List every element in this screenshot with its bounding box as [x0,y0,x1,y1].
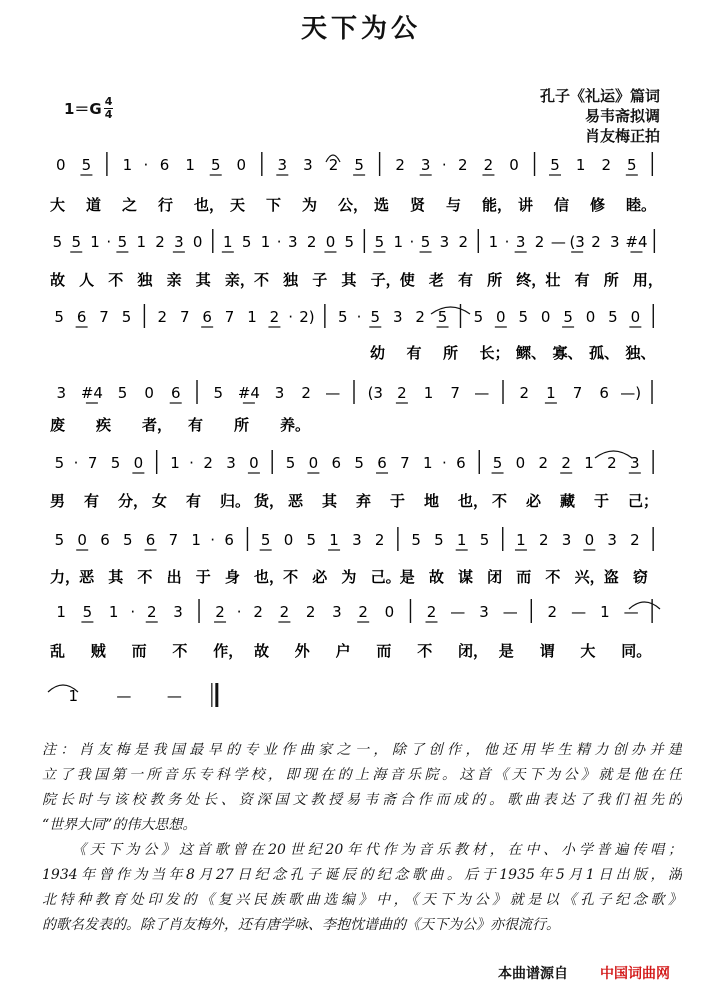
dash-extension: — [550,233,566,251]
dot-mark: · [73,454,79,472]
note-digit: 7 [99,308,109,326]
note-digit: 0 [77,531,87,549]
note-digit: 0 [56,156,66,174]
lyric-char: 故 [428,568,444,586]
note-digit: 6 [377,454,387,472]
dash-extension: — [474,384,490,402]
lyric-char: 而 [376,642,392,660]
lyric-char: 独 [137,271,153,289]
note-digit: 1 [223,233,233,251]
dash-extension: — [623,603,639,621]
credit-lyricist: 孔子《礼运》篇词 [539,87,660,105]
note-digit: 7 [168,531,179,549]
credit-editor: 肖友梅正拍 [584,127,660,145]
lyric-char: 为 [341,568,357,586]
note-digit: 5 [260,531,271,549]
lyric-char: 分， [118,492,149,510]
lyric-char: 谋 [458,568,474,586]
lyric-char: 同。 [621,642,652,660]
note-digit: —) [620,384,642,402]
lyric-char: 鳏、 [516,344,547,362]
note-digit: 2 [253,603,263,621]
note-digit: 3 [173,603,183,621]
note-digit: 1 [423,384,434,402]
note-line: 院长时与该校教务处长、资深国文教授易韦斋合作而成的。歌曲表达了我们祖先的 [42,792,682,808]
lyric-char: 闭， [458,642,489,660]
note-digit: 5 [54,531,65,549]
lyric-char: 外 [294,642,310,660]
note-digit: #4 [80,384,103,402]
lyric-char: 乱 [50,642,66,660]
lyric-char: 弃 [356,492,372,510]
lyric-char: 道 [86,196,102,214]
note-digit: 3 [392,308,403,326]
note-digit: 2 [538,531,549,549]
lyric-char: 所 [234,416,250,434]
lyric-char: 也， [254,568,285,586]
dot-mark: · [143,156,149,174]
lyric-char: 户 [335,642,351,660]
note-digit: 5 [437,308,448,326]
lyric-char: 大 [50,196,66,214]
note-digit: 5 [54,308,64,326]
note-digit: 1 [136,233,146,251]
note-line: 北特种教育处印发的《复兴民族歌曲选编》中，《天下为公》就是以《孔子纪念歌》 [42,892,682,908]
note-digit: 1 [329,531,339,549]
note-digit: 7 [450,384,460,402]
note-digit: 5 [473,308,484,326]
note-digit: 7 [87,454,98,472]
note-line: 1934年曾作为当年8月27日纪念孔子诞辰的纪念歌曲。后于1935年5月1日出版，湖 [42,867,682,883]
note-digit: 2 [601,156,611,174]
note-digit: 2 [591,233,601,251]
lyric-char: 不 [545,568,561,586]
note-digit: 2 [426,603,437,621]
credit-arranger: 易韦斋拟调 [584,107,660,125]
note-digit: 3 [174,233,184,251]
lyric-char: 兴， [574,568,605,586]
lyric-char: 疾 [96,416,112,434]
lyric-char: 能， [482,196,513,214]
time-unit: 4 [104,108,113,121]
dot-mark: · [288,308,294,326]
note-digit: 2) [299,308,315,326]
dot-mark: · [441,454,447,472]
note-digit: 5 [121,308,132,326]
note-digit: 6 [100,531,110,549]
lyric-char: 壮 [545,271,561,289]
note-digit: 5 [306,531,317,549]
note-digit: 1 [185,156,195,174]
lyric-char: 所 [487,271,503,289]
note-line: 立了我国第一所音乐专科学校，即现在的上海音乐院。这首《天下为公》就是他在任 [42,767,682,783]
note-digit: 6 [331,454,342,472]
note-digit: 0 [144,384,154,402]
note-digit: 3 [630,454,640,472]
lyric-char: 作， [213,642,244,660]
note-digit: 5 [411,531,421,549]
note-digit: 1 [108,603,119,621]
lyric-char: 其 [341,271,357,289]
dash-extension: — [502,603,518,621]
lyric-char: 终， [516,271,547,289]
lyric-char: 地 [424,492,440,510]
note-digit: 0 [308,454,319,472]
note-digit: 5 [241,233,252,251]
note-digit: 0 [540,308,551,326]
lyric-char: 公， [338,196,369,214]
note-digit: 5 [285,454,296,472]
note-digit: 0 [283,531,294,549]
note-digit: 2 [607,454,617,472]
page-title: 天下为公 [300,14,421,44]
lyric-char: 其 [108,568,124,586]
note-digit: 5 [213,384,224,402]
note-digit: 6 [145,531,156,549]
note-digit: 5 [52,233,63,251]
note-digit: 0 [584,531,595,549]
lyric-char: 孤、 [589,344,620,362]
dot-mark: · [106,233,112,251]
note-digit: 0 [585,308,596,326]
note-digit: 2 [301,384,311,402]
lyric-char: 其 [195,271,211,289]
note-digit: 1 [600,603,610,621]
note-digit: 5 [82,603,93,621]
note-digit: 2 [395,156,405,174]
dash-extension: — [450,603,466,621]
note-digit: 1 [393,233,404,251]
note-digit: 7 [179,308,190,326]
note-digit: 5 [123,531,133,549]
lyric-char: 选 [374,196,390,214]
lyric-char: 下 [266,196,282,214]
note-digit: 6 [224,531,234,549]
lyric-char: 必 [312,568,328,586]
note-digit: 2 [157,308,168,326]
lyric-char: 寡、 [552,344,583,362]
note-digit: 3 [56,384,67,402]
lyric-char: 身 [224,568,240,586]
note-digit: 5 [71,233,82,251]
dot-mark: · [189,454,194,472]
lyric-char: 老 [428,271,444,289]
note-digit: 5 [54,454,65,472]
note-line: “世界大同”的伟大思想。 [42,817,197,833]
lyric-char: 不 [417,642,433,660]
note-digit: 3 [226,454,236,472]
lyric-char: 睦。 [626,196,657,214]
note-digit: 2 [458,233,468,251]
note-digit: 1 [423,454,433,472]
lyric-char: 大 [580,642,596,660]
note-digit: 1 [170,454,180,472]
note-digit: 3 [561,531,572,549]
note-digit: 5 [110,454,121,472]
lyric-char: 所 [603,271,619,289]
lyric-char: 不 [172,642,188,660]
note-digit: 3 [332,603,342,621]
note-digit: 2 [561,454,571,472]
lyric-char: 有 [406,344,422,362]
lyric-char: 于 [390,492,406,510]
note-digit: 2 [203,454,213,472]
note-digit: 6 [202,308,212,326]
note-digit: 5 [354,156,364,174]
lyric-char: 人 [79,271,95,289]
lyric-char: 故 [50,271,66,289]
note-digit: 3 [607,531,617,549]
note-digit: 0 [384,603,395,621]
note-digit: 2 [397,384,407,402]
dash-extension: — [116,687,132,705]
note-digit: 1 [456,531,467,549]
lyric-char: 女 [152,492,168,510]
note-digit: 2 [215,603,225,621]
note-digit: 3 [479,603,489,621]
note-digit: 1 [191,531,201,549]
lyric-char: 有 [84,492,100,510]
note-digit: 2 [305,603,316,621]
lyric-char: 讲 [518,196,534,214]
note-digit: 6 [76,308,87,326]
note-digit: 7 [224,308,235,326]
note-digit: 2 [279,603,290,621]
note-digit: 5 [374,233,385,251]
note-digit: 5 [354,454,364,472]
lyric-char: 盗 [603,568,619,586]
note-digit: 3 [420,156,431,174]
lyric-char: 有 [574,271,590,289]
note-digit: 2 [415,308,425,326]
note-digit: 0 [236,156,247,174]
lyric-char: 于 [195,568,211,586]
lyric-char: 子 [312,271,328,289]
lyric-char: 恶 [79,568,95,586]
lyric-char: 男 [50,492,66,510]
note-digit: 1 [488,233,499,251]
lyric-char: 用， [632,271,663,289]
dot-mark: · [276,233,282,251]
lyric-char: 独、 [625,344,656,362]
lyric-char: 也， [194,196,225,214]
note-digit: #4 [237,384,260,402]
dot-mark: · [356,308,362,326]
dot-mark: · [236,603,242,621]
lyric-char: 长； [479,344,510,362]
note-digit: 2 [538,454,549,472]
note-digit: 5 [627,156,637,174]
note-digit: 5 [563,308,573,326]
note-digit: 5 [338,308,348,326]
lyric-char: 者， [142,416,173,434]
time-beats: 4 [104,95,113,108]
note-digit: 2 [458,156,468,174]
lyric-char: 有 [188,416,204,434]
lyric-char: 与 [446,196,462,214]
lyric-char: 贤 [410,196,426,214]
note-digit: (3 [569,233,585,251]
lyric-char: 其 [322,492,338,510]
note-digit: 7 [572,384,583,402]
lyric-char: 归。 [220,492,251,510]
lyric-char: 有 [458,271,474,289]
note-digit: 1 [90,233,100,251]
note-digit: 3 [439,233,450,251]
note-digit: 2 [146,603,157,621]
note-digit: 1 [575,156,586,174]
note-digit: 0 [249,454,259,472]
lyric-char: 不 [492,492,508,510]
note-digit: 1 [247,308,257,326]
note-digit: 0 [325,233,336,251]
lyric-char: 亲 [166,271,182,289]
note-digit: 2 [358,603,368,621]
lyric-char: 不 [137,568,153,586]
lyric-char: 贼 [90,642,106,660]
note-digit: 2 [155,233,165,251]
note-digit: #4 [625,233,648,251]
note-digit: 2 [519,384,530,402]
note-digit: 2 [483,156,494,174]
lyric-char: 天 [230,196,246,214]
note-digit: 3 [274,384,285,402]
note-digit: 5 [492,454,503,472]
lyric-char: 行 [158,196,174,214]
note-digit: 3 [352,531,362,549]
lyric-char: 是 [399,568,415,586]
note-digit: 2 [630,531,640,549]
lyric-char: 而 [131,642,147,660]
dot-mark: · [409,233,415,251]
lyric-char: 子， [370,271,401,289]
note-digit: 0 [515,454,526,472]
note-digit: 1 [516,531,526,549]
lyric-char: 而 [516,568,532,586]
note-digit: 5 [550,156,560,174]
note-digit: 6 [456,454,466,472]
footer-site: 中国词曲网 [600,966,670,982]
lyric-char: 必 [526,492,542,510]
lyric-char: 出 [166,568,182,586]
lyric-char: 有 [186,492,202,510]
note-digit: 5 [370,308,381,326]
note-digit: 7 [400,454,410,472]
note-digit: 1 [56,603,66,621]
note-line: 《天下为公》这首歌曾在20世纪20年代作为音乐教材，在中、小学普遍传唱； [72,842,682,858]
note-digit: 2 [269,308,280,326]
lyric-char: 修 [590,196,606,214]
lyric-char: 己； [628,492,659,510]
lyric-char: 废 [50,416,66,434]
note-digit: 3 [288,233,298,251]
note-digit: 6 [599,384,609,402]
note-digit: 2 [306,233,317,251]
lyric-char: 谓 [539,642,555,660]
note-digit: 2 [534,233,545,251]
note-digit: 0 [509,156,519,174]
lyric-char: 力， [50,568,81,586]
key-tonic: 1＝G [64,100,102,118]
note-digit: 5 [608,308,618,326]
dash-extension: — [166,687,182,705]
lyric-char: 养。 [280,416,311,434]
note-line: 注：肖友梅是我国最早的专业作曲家之一，除了创作，他还用毕生精力创办并建 [42,742,682,758]
lyric-char: 恶 [288,492,304,510]
lyric-char: 故 [254,642,270,660]
dot-mark: · [130,603,136,621]
lyric-char: 不 [254,271,270,289]
lyric-char: 独 [283,271,299,289]
lyric-char: 所 [443,344,459,362]
note-digit: 6 [159,156,170,174]
note-digit: 2 [374,531,385,549]
lyric-char: 藏 [560,492,576,510]
note-digit: 3 [610,233,620,251]
note-digit: 5 [344,233,355,251]
note-digit: 5 [518,308,529,326]
note-digit: 3 [277,156,288,174]
dash-extension: — [325,384,341,402]
lyric-char: 为 [302,196,318,214]
lyric-char: 是 [498,642,514,660]
note-digit: (3 [367,384,383,402]
lyric-char: 亲， [224,271,255,289]
lyric-char: 不 [283,568,299,586]
note-digit: 5 [479,531,490,549]
lyric-char: 窃 [632,568,648,586]
lyric-char: 不 [108,271,124,289]
note-digit: 2 [547,603,558,621]
note-digit: 0 [133,454,144,472]
note-digit: 5 [81,156,92,174]
lyric-char: 也， [458,492,489,510]
note-digit: 5 [117,233,128,251]
note-digit: 5 [420,233,431,251]
note-digit: 5 [210,156,221,174]
note-digit: 2 [328,156,339,174]
note-digit: 6 [170,384,181,402]
dot-mark: · [504,233,510,251]
note-digit: 1 [122,156,133,174]
dot-mark: · [210,531,216,549]
lyric-char: 于 [594,492,610,510]
note-digit: 0 [630,308,641,326]
note-digit: 3 [515,233,526,251]
lyric-char: 使 [399,271,415,289]
note-digit: 5 [434,531,444,549]
note-digit: 1 [68,687,79,705]
note-digit: 1 [260,233,271,251]
dash-extension: — [571,603,587,621]
note-line: 的歌名发表的。除了肖友梅外，还有唐学咏、李抱忱谱曲的《天下为公》亦很流行。 [42,917,560,933]
note-digit: 0 [496,308,506,326]
lyric-char: 闭 [487,568,503,586]
note-digit: 0 [192,233,203,251]
dot-mark: · [441,156,447,174]
lyric-char: 货， [254,492,285,510]
note-digit: 3 [303,156,313,174]
note-digit: 5 [117,384,128,402]
lyric-char: 己。 [370,568,401,586]
lyric-char: 之 [122,196,138,214]
note-digit: 1 [584,454,594,472]
lyric-char: 信 [554,196,570,214]
lyric-char: 幼 [370,344,386,362]
note-digit: 1 [546,384,556,402]
footer-source: 本曲谱源自 [498,966,568,982]
